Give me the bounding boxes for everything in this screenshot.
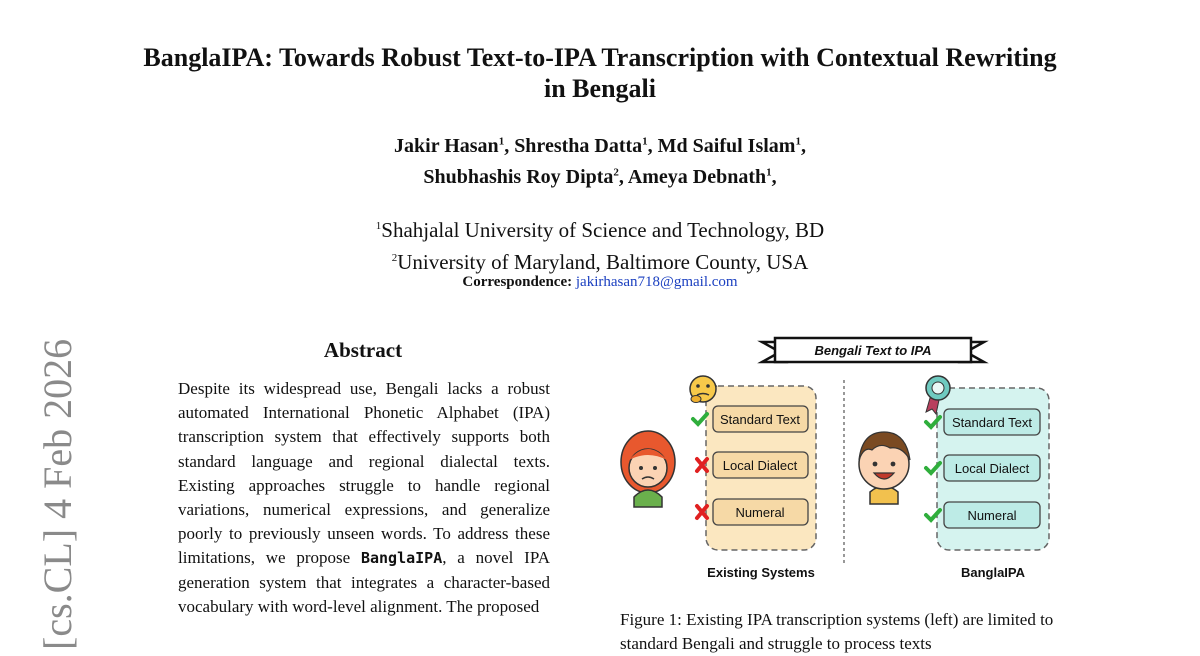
check-icon bbox=[693, 414, 707, 424]
figure-1 bbox=[612, 332, 1062, 582]
sad-girl-avatar-icon bbox=[621, 431, 675, 507]
system-name: BanglaIPA bbox=[360, 549, 443, 568]
author: Jakir Hasan$^1$, bbox=[394, 134, 515, 157]
svg-text:Standard Text: Standard Text bbox=[952, 415, 1032, 430]
left-label: Existing Systems bbox=[707, 565, 815, 580]
affiliation: $^2$University of Maryland, Baltimore County, USA bbox=[391, 250, 809, 274]
author: Shrestha Datta$^1$, bbox=[514, 134, 658, 157]
correspondence-email-link[interactable]: jakirhasan718@gmail.com bbox=[575, 274, 738, 290]
thinking-emoji-icon bbox=[690, 376, 716, 403]
right-label: BanglaIPA bbox=[960, 565, 1026, 580]
figure-caption: Figure 1: Existing IPA transcription systems (left) are limited to standard Bengali and struggle to process texts bbox=[620, 610, 1054, 653]
svg-text:Local Dialect: Local Dialect bbox=[722, 458, 798, 473]
author: Shubhashis Roy Dipta$^2$, bbox=[423, 166, 628, 189]
author: Ameya Debnath$^1$, bbox=[627, 166, 777, 189]
arxiv-stamp: [cs.CL] 4 Feb 2026 bbox=[35, 338, 80, 650]
left-item-numeral bbox=[713, 499, 808, 525]
correspondence-label: Correspondence: bbox=[462, 274, 573, 290]
abstract-text: Despite its widespread use, Bengali lacks a robust automated International Phonetic Alphabet (IPA) transcription system that effectively supports both standard language and regional dialectal texts. Existing approaches struggle to handle regional variations, numerical expressions, and generalize poorly to previously unseen words. To address these limitations, we propose BanglaIPA, a novel IPA generation system that integrates a character-based vocabulary with word-level alignment. The proposed bbox=[178, 379, 550, 616]
happy-boy-avatar-icon bbox=[859, 432, 910, 504]
right-item-numeral bbox=[944, 502, 1040, 528]
affiliations bbox=[200, 212, 1000, 276]
svg-text:Local Dialect: Local Dialect bbox=[954, 461, 1030, 476]
right-item-dialect bbox=[944, 455, 1040, 481]
banner bbox=[762, 338, 984, 362]
author-list bbox=[200, 128, 1000, 191]
affiliation: $^1$Shahjalal University of Science and Technology, BD bbox=[375, 218, 825, 242]
left-item-dialect bbox=[713, 452, 808, 478]
right-item-standard bbox=[944, 409, 1040, 435]
svg-text:Numeral: Numeral bbox=[967, 508, 1017, 523]
abstract-heading: Abstract bbox=[323, 338, 403, 362]
author: Md Saiful Islam$^1$, bbox=[657, 134, 806, 157]
left-item-standard bbox=[713, 406, 808, 432]
svg-text:Standard Text: Standard Text bbox=[720, 412, 800, 427]
paper-title: BanglaIPA: Towards Robust Text-to-IPA Transcription with Contextual Rewriting in Bengali bbox=[143, 43, 1057, 103]
banner-text: Bengali Text to IPA bbox=[814, 343, 932, 358]
correspondence bbox=[200, 274, 1000, 291]
svg-text:Numeral: Numeral bbox=[735, 505, 785, 520]
